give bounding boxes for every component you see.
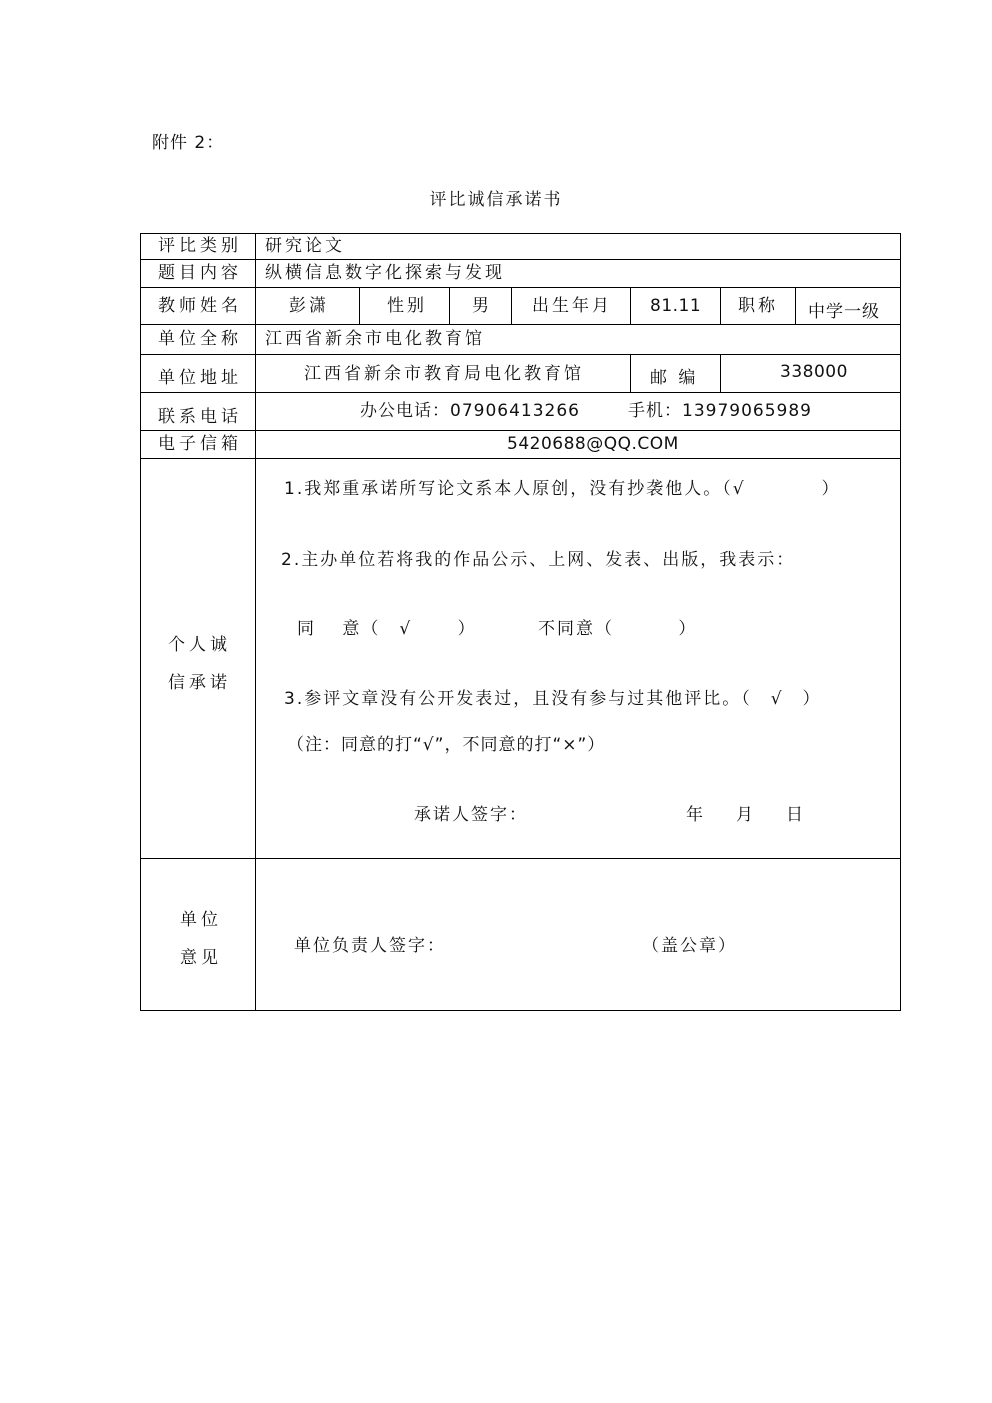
cell-divider: [720, 354, 721, 392]
teacher-name-value: 彭潇: [289, 296, 329, 316]
cell-divider: [511, 287, 512, 324]
cell-divider: [720, 287, 721, 324]
birth-label: 出生年月: [532, 296, 612, 316]
promise-item-3: 3.参评文章没有公开发表过，且没有参与过其他评比。（ √ ）: [284, 689, 822, 709]
gender-label: 性别: [387, 296, 427, 316]
official-seal: （盖公章）: [642, 936, 737, 956]
cell-divider: [795, 287, 796, 324]
unit-name-label: 单位全称: [158, 329, 242, 349]
unit-opinion-line2: 意见: [180, 948, 222, 968]
mobile-phone: 手机：13979065989: [628, 401, 812, 421]
disagree-option: 不同意（ ）: [538, 619, 698, 639]
cell-divider: [630, 354, 631, 392]
unit-address-label: 单位地址: [158, 368, 242, 388]
topic-label: 题目内容: [158, 263, 242, 283]
category-label: 评比类别: [158, 236, 242, 256]
agree-option: 同 意（ √ ）: [297, 619, 477, 639]
promise-label-line2: 信承诺: [168, 673, 231, 693]
teacher-name-label: 教师姓名: [158, 296, 242, 316]
date-year: 年: [686, 805, 706, 825]
table-border-bottom: [140, 1010, 901, 1011]
gender-value: 男: [472, 296, 492, 316]
cell-divider: [449, 287, 450, 324]
birth-value: 81.11: [650, 296, 702, 316]
email-value: 5420688@QQ.COM: [507, 434, 679, 454]
unit-name-value: 江西省新余市电化教育馆: [265, 329, 485, 349]
label-column-divider: [255, 233, 256, 1010]
promise-label-line1: 个人诚: [168, 635, 231, 655]
title-value: 中学一级: [808, 302, 880, 322]
unit-head-signature: 单位负责人签字：: [294, 936, 446, 956]
unit-opinion-line1: 单位: [180, 910, 222, 930]
topic-value: 纵横信息数字化探索与发现: [265, 263, 505, 283]
table-border-left: [140, 233, 141, 1010]
promise-item-2: 2.主办单位若将我的作品公示、上网、发表、出版，我表示：: [281, 550, 796, 570]
cell-divider: [359, 287, 360, 324]
promise-note: （注：同意的打“√”，不同意的打“×”）: [287, 735, 606, 755]
attachment-label: 附件 2：: [152, 133, 225, 153]
unit-address-value: 江西省新余市教育局电化教育馆: [304, 364, 584, 384]
postcode-value: 338000: [780, 362, 848, 382]
phone-label: 联系电话: [158, 407, 242, 427]
date-month: 月: [736, 805, 756, 825]
email-label: 电子信箱: [158, 434, 242, 454]
postcode-label: 邮 编: [650, 368, 699, 388]
date-day: 日: [786, 805, 806, 825]
office-phone: 办公电话：07906413266: [360, 401, 580, 421]
cell-divider: [630, 287, 631, 324]
document-title: 评比诚信承诺书: [429, 190, 563, 210]
promise-item-1: 1.我郑重承诺所写论文系本人原创，没有抄袭他人。（√ ）: [284, 479, 841, 499]
table-border-right: [900, 233, 901, 1010]
category-value: 研究论文: [265, 236, 345, 256]
signature-label: 承诺人签字：: [414, 805, 528, 825]
title-label: 职称: [738, 296, 778, 316]
